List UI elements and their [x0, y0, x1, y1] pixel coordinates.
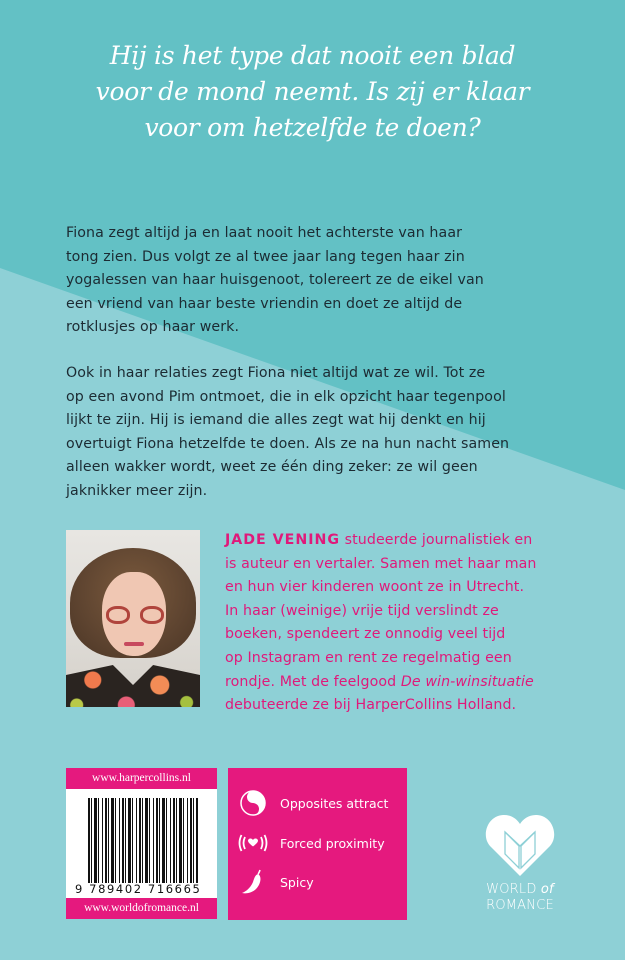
author-bio-line: debuteerde ze bij HarperCollins Holland. [225, 697, 517, 714]
author-bio-line: JADE VENING studeerde journalistiek en [225, 532, 533, 548]
heart-signal-icon [238, 829, 268, 857]
blurb-line: lijkt te zijn. Hij is iemand die alles zegt wat hij denkt en hij [66, 412, 486, 429]
tagline-line: voor de mond neemt. Is zij er klaar [95, 77, 530, 106]
publisher-url: www.harpercollins.nl [66, 768, 217, 789]
world-of-romance-logo [470, 810, 570, 925]
imprint-url: www.worldofromance.nl [66, 898, 217, 919]
blurb-line: op een avond Pim ontmoet, die in elk opzicht haar tegenpool [66, 388, 506, 405]
blurb-line: een vriend van haar beste vriendin en doet ze altijd de [66, 295, 463, 312]
barcode-bars [88, 798, 198, 883]
blurb-line: Fiona zegt altijd ja en laat nooit het achterste van haar [66, 225, 463, 241]
blurb-line: Ook in haar relaties zegt Fiona niet altijd wat ze wil. Tot ze [66, 365, 486, 381]
trope-label: Forced proximity [280, 835, 385, 851]
blurb-line: yogalessen van haar huisgenoot, tolereert ze de eikel van [66, 272, 484, 289]
tagline [40, 38, 585, 146]
barcode-box [66, 768, 217, 919]
blurb-line: overtuigt Fiona hetzelfde te doen. Als ze na hun nacht samen [66, 435, 510, 452]
blurb-paragraph-2 [66, 362, 566, 504]
tagline-line: voor om hetzelfde te doen? [144, 113, 481, 142]
tagline-line: Hij is het type dat nooit een blad [109, 41, 516, 70]
photo-lips [124, 642, 144, 646]
tropes-box [228, 768, 407, 920]
blurb-line: jaknikker meer zijn. [66, 482, 208, 499]
yin-yang-hearts-icon [238, 789, 268, 817]
logo-wordmark: WORLD of ROMANCE [486, 882, 554, 913]
photo-floral-shirt [66, 665, 200, 707]
author-bio-line: op Instagram en rent ze regelmatig een [225, 649, 512, 666]
blurb-line: rotklusjes op haar werk. [66, 319, 240, 336]
trope-label: Opposites attract [280, 795, 389, 811]
author-bio-line: en hun vier kinderen woont ze in Utrecht. [225, 579, 525, 596]
author-photo [66, 530, 200, 707]
author-bio-line: In haar (weinige) vrije tijd verslindt ze [225, 602, 499, 619]
isbn-digits: 9 789402 716665 [75, 882, 202, 896]
trope-forced-proximity [238, 829, 385, 857]
author-name: JADE VENING [225, 532, 341, 548]
trope-spicy [238, 868, 314, 896]
author-bio-line: is auteur en vertaler. Samen met haar man [225, 555, 537, 572]
author-bio [225, 529, 585, 718]
author-bio-line: boeken, spendeert ze onnodig veel tijd [225, 626, 506, 643]
debut-title: De win-winsituatie [400, 673, 534, 690]
heart-book-icon [485, 810, 555, 878]
chili-pepper-icon [238, 868, 268, 896]
trope-label: Spicy [280, 874, 314, 890]
trope-opposites-attract [238, 789, 388, 817]
author-bio-line: rondje. Met de feelgood De win-winsituatie [225, 673, 534, 690]
photo-glasses [106, 606, 164, 626]
blurb-line: alleen wakker wordt, weet ze één ding zeker: ze wil geen [66, 459, 478, 476]
blurb-line: tong zien. Dus volgt ze al twee jaar lang tegen haar zin [66, 248, 465, 265]
blurb-paragraph-1 [66, 222, 566, 340]
